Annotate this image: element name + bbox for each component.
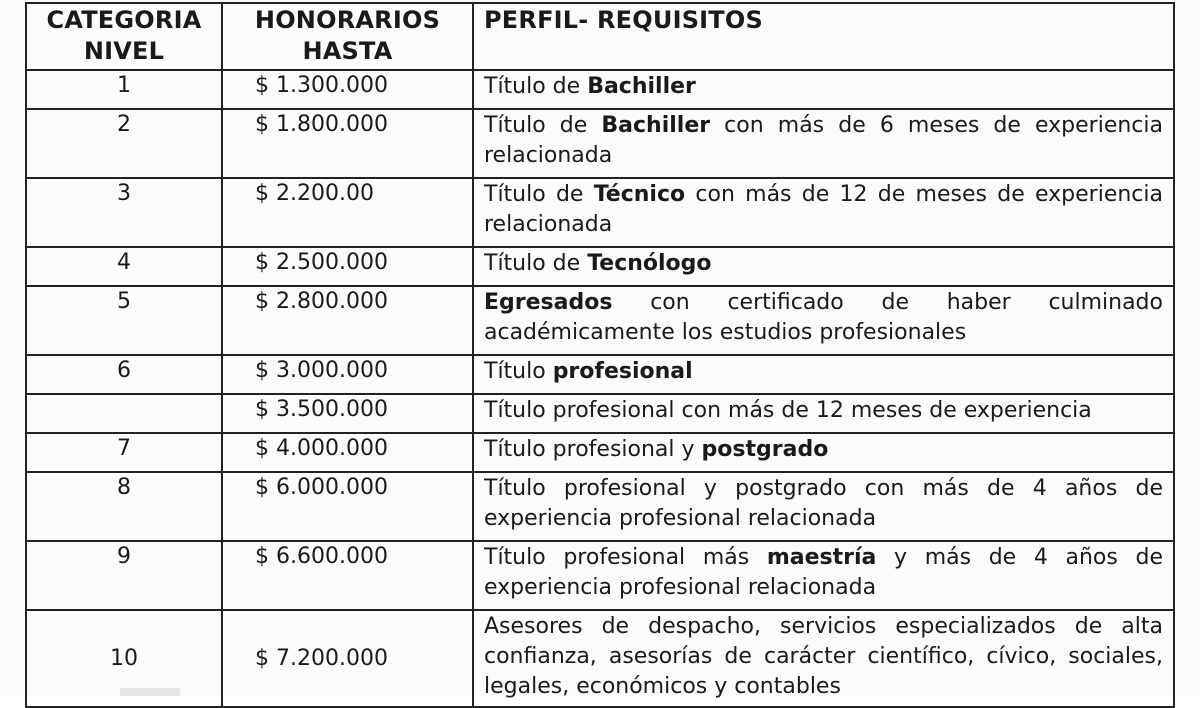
nivel-cell: 4 <box>26 247 222 286</box>
perfil-cell <box>473 247 1174 286</box>
perfil-text: con certificado de haber culminado académicamente los estudios profesionales <box>484 290 1163 345</box>
table-row <box>26 610 1174 707</box>
perfil-highlight: postgrado <box>701 437 829 462</box>
perfil-text: Título profesional más <box>484 545 767 570</box>
perfil-highlight: maestría <box>766 545 877 570</box>
perfil-cell <box>473 178 1174 247</box>
nivel-cell: 8 <box>26 472 222 541</box>
perfil-highlight: Bachiller <box>601 113 711 138</box>
nivel-cell: 7 <box>26 433 222 472</box>
perfil-text: Título profesional y <box>484 437 702 462</box>
perfil-text: Título profesional y postgrado con más de 4 años de experiencia profesional relacionada <box>484 476 1163 531</box>
perfil-text: Título de <box>484 74 588 99</box>
nivel-cell: 1 <box>26 70 222 109</box>
honorarios-cell: $ 7.200.000 <box>222 610 473 707</box>
honorarios-cell: $ 3.500.000 <box>222 394 473 433</box>
honorarios-cell: $ 2.200.00 <box>222 178 473 247</box>
perfil-cell <box>473 355 1174 394</box>
nivel-cell: 2 <box>26 109 222 178</box>
perfil-highlight: Técnico <box>593 182 686 207</box>
table-row <box>26 109 1174 178</box>
nivel-cell: 3 <box>26 178 222 247</box>
table-row <box>26 394 1174 433</box>
table-row <box>26 178 1174 247</box>
table-row <box>26 541 1174 610</box>
header-honorarios-hasta <box>222 3 473 70</box>
header-categoria-label: CATEGORIA <box>46 6 202 34</box>
perfil-cell <box>473 433 1174 472</box>
perfil-text: con más de 6 meses de experiencia relacionada <box>484 113 1163 168</box>
perfil-cell <box>473 394 1174 433</box>
header-nivel-label: NIVEL <box>83 37 165 65</box>
perfil-cell <box>473 541 1174 610</box>
header-categoria-nivel <box>26 3 222 70</box>
nivel-cell: 6 <box>26 355 222 394</box>
header-hasta-label: HASTA <box>302 37 393 65</box>
perfil-highlight: profesional <box>552 359 693 384</box>
perfil-highlight: Egresados <box>484 290 613 315</box>
header-honorarios-label: HONORARIOS <box>254 6 441 34</box>
perfil-cell <box>473 472 1174 541</box>
table-row <box>26 355 1174 394</box>
nivel-cell: 5 <box>26 286 222 355</box>
perfil-text: Título de <box>484 182 594 207</box>
honorarios-cell: $ 6.000.000 <box>222 472 473 541</box>
perfil-text: Título <box>484 359 553 384</box>
perfil-text: Título de <box>484 251 588 276</box>
table-row <box>26 286 1174 355</box>
perfil-text: Título profesional con más de 12 meses de experiencia <box>484 398 1092 423</box>
perfil-text: con más de 12 de meses de experiencia relacionada <box>484 182 1163 237</box>
table-row <box>26 433 1174 472</box>
honorarios-cell: $ 6.600.000 <box>222 541 473 610</box>
perfil-text: Título de <box>484 113 602 138</box>
table-row <box>26 247 1174 286</box>
nivel-cell <box>26 394 222 433</box>
perfil-highlight: Tecnólogo <box>587 251 712 276</box>
honorarios-table <box>25 2 1175 708</box>
table-row <box>26 70 1174 109</box>
table-row <box>26 472 1174 541</box>
perfil-cell <box>473 286 1174 355</box>
perfil-cell <box>473 70 1174 109</box>
honorarios-cell: $ 1.300.000 <box>222 70 473 109</box>
nivel-cell: 10 <box>26 610 222 707</box>
honorarios-cell: $ 2.500.000 <box>222 247 473 286</box>
perfil-highlight: Bachiller <box>587 74 696 99</box>
honorarios-cell: $ 2.800.000 <box>222 286 473 355</box>
perfil-text: y más de 4 años de experiencia profesional relacionada <box>484 545 1163 600</box>
honorarios-cell: $ 1.800.000 <box>222 109 473 178</box>
perfil-cell <box>473 610 1174 707</box>
perfil-cell <box>473 109 1174 178</box>
perfil-text: Asesores de despacho, servicios especializados de alta confianza, asesorías de carácter científico, cívico, sociales, legales, económicos y contables <box>484 614 1163 699</box>
honorarios-cell: $ 4.000.000 <box>222 433 473 472</box>
header-row <box>26 3 1174 70</box>
honorarios-cell: $ 3.000.000 <box>222 355 473 394</box>
header-perfil-requisitos: PERFIL- REQUISITOS <box>473 3 1174 70</box>
scan-smudge <box>120 688 180 696</box>
nivel-cell: 9 <box>26 541 222 610</box>
